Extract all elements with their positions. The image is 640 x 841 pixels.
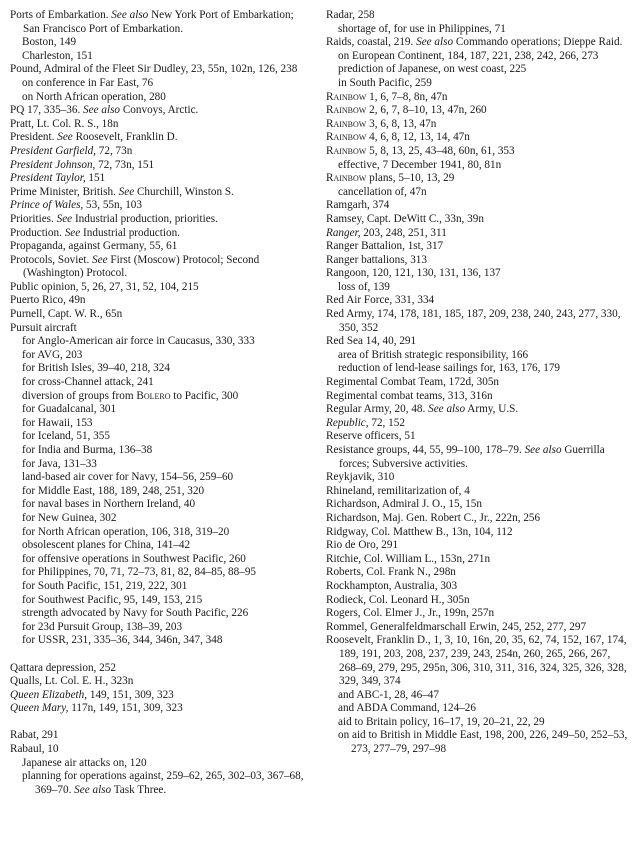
entry-text: Ranger,	[326, 226, 361, 239]
entry-text: Richardson, Admiral J. O., 15, 15n	[326, 498, 482, 511]
entry-text: See	[56, 212, 73, 225]
index-entry	[326, 390, 631, 404]
index-entry	[10, 743, 312, 757]
entry-text: Rainbow	[326, 144, 367, 157]
entry-text: for AVG, 203	[22, 348, 83, 361]
entry-text: Public opinion, 5, 26, 27, 31, 52, 104, 215	[10, 280, 199, 293]
index-subentry	[22, 607, 312, 621]
entry-text: Republic,	[326, 416, 369, 429]
entry-text: Protocols, Soviet.	[10, 253, 93, 266]
entry-text: cancellation of, 47n	[338, 185, 427, 198]
index-entry	[326, 227, 631, 241]
index-entry	[326, 36, 631, 50]
entry-text: for New Guinea, 302	[22, 511, 117, 524]
entry-text: Rabaul, 10	[10, 743, 59, 756]
index-entry	[326, 512, 631, 526]
entry-text: Red Army, 174, 178, 181, 185, 187, 209, 238, 240, 243, 277, 330, 350, 352	[326, 308, 621, 334]
index-entry	[326, 553, 631, 567]
entry-text: See also	[83, 104, 121, 117]
index-entry	[10, 199, 312, 213]
entry-text: effective, 7 December 1941, 80, 81n	[338, 158, 502, 171]
entry-text: Prime Minister, British.	[10, 185, 119, 198]
entry-text: Industrial production.	[80, 226, 180, 239]
entry-text: Rainbow	[326, 104, 367, 117]
index-subentry	[338, 50, 631, 64]
index-entry	[326, 539, 631, 553]
entry-text: for cross-Channel attack, 241	[22, 376, 154, 389]
entry-text: 2, 6, 7, 8–10, 13, 47n, 260	[366, 104, 487, 117]
index-entry	[10, 662, 312, 676]
index-subentry	[338, 349, 631, 363]
index-entry	[326, 267, 631, 281]
index-entry	[10, 729, 312, 743]
index-entry	[10, 322, 312, 336]
entry-text: 117n, 149, 151, 309, 323	[68, 702, 183, 715]
index-entry	[326, 131, 631, 145]
entry-text: for India and Burma, 136–38	[22, 444, 153, 456]
entry-text: Prince of Wales,	[10, 199, 84, 212]
entry-text: on European Continent, 184, 187, 221, 238, 242, 266, 273	[338, 49, 599, 62]
entry-text: for 23d Pursuit Group, 138–39, 203	[22, 620, 183, 633]
entry-text: plans, 5–10, 13, 29	[366, 172, 455, 185]
entry-text: Ranger battalions, 313	[326, 253, 427, 266]
entry-text: See also	[74, 783, 112, 796]
index-subentry	[22, 458, 312, 472]
index-subentry	[22, 634, 312, 648]
entry-text: Regimental combat teams, 313, 316n	[326, 389, 493, 402]
index-entry	[326, 580, 631, 594]
index-entry	[10, 227, 312, 241]
entry-text: President Johnson,	[10, 158, 96, 171]
entry-text: Pound, Admiral of the Fleet Sir Dudley, 23, 55n, 102n, 126, 238	[10, 63, 298, 76]
index-subentry	[22, 512, 312, 526]
entry-text: for Philippines, 70, 71, 72–73, 81, 82, 84–85, 88–95	[22, 566, 257, 579]
entry-text: See	[64, 226, 81, 239]
index-subentry	[22, 349, 312, 363]
index-entry	[326, 9, 631, 23]
entry-text: for Anglo-American air force in Caucasus, 330, 333	[22, 335, 255, 348]
entry-text: Pratt, Lt. Col. R. S., 18n	[10, 117, 119, 130]
entry-text: Industrial production, priorities.	[72, 212, 218, 225]
entry-text: Qattara depression, 252	[10, 661, 116, 674]
index-subentry	[22, 335, 312, 349]
index-entry	[326, 240, 631, 254]
entry-text: New York Port of Embarkation; San Francisco Port of Embarkation.	[23, 9, 294, 35]
entry-text: for Middle East, 188, 189, 248, 251, 320	[22, 484, 205, 497]
index-entry	[10, 63, 312, 77]
index-entry	[10, 281, 312, 295]
index-subentry	[22, 417, 312, 431]
entry-text: Pursuit aircraft	[10, 321, 77, 334]
index-subentry	[22, 566, 312, 580]
entry-text: See	[118, 185, 135, 198]
entry-text: and ABDA Command, 124–26	[338, 702, 476, 715]
entry-text: Rio de Oro, 291	[326, 539, 399, 552]
entry-text: aid to Britain policy, 16–17, 19, 20–21, 22, 29	[338, 715, 545, 728]
index-entry	[326, 145, 631, 159]
entry-text: Guerrilla forces; Subversive activities.	[339, 444, 605, 470]
entry-text: Resistance groups, 44, 55, 99–100, 178–79.	[326, 444, 525, 456]
index-subentry	[22, 91, 312, 105]
index-entry	[326, 308, 631, 335]
entry-text: Red Sea 14, 40, 291	[326, 335, 417, 348]
entry-text: 5, 8, 13, 25, 43–48, 60n, 61, 353	[366, 144, 515, 157]
index-entry	[326, 403, 631, 417]
index-entry	[326, 634, 631, 688]
entry-text: Purnell, Capt. W. R., 65n	[10, 308, 123, 321]
index-entry	[326, 91, 631, 105]
entry-text: Ramgarh, 374	[326, 199, 390, 212]
entry-text: planning for operations against, 259–62, 265, 302–03, 367–68, 369–70.	[22, 770, 304, 796]
index-subentry	[22, 621, 312, 635]
index-entry	[326, 471, 631, 485]
entry-text: on conference in Far East, 76	[22, 76, 154, 89]
entry-text: Churchill, Winston S.	[134, 185, 234, 198]
entry-text: reduction of lend-lease sailings for, 163, 176, 179	[338, 362, 561, 375]
entry-text: 72, 73n, 151	[95, 158, 155, 171]
entry-text: PQ 17, 335–36.	[10, 104, 84, 117]
entry-text: 72, 152	[368, 416, 405, 429]
entry-text: President.	[10, 131, 58, 144]
entry-text: Red Air Force, 331, 334	[326, 294, 435, 307]
entry-text: Rabat, 291	[10, 729, 59, 742]
entry-text: Priorities.	[10, 212, 57, 225]
index-entry	[10, 118, 312, 132]
entry-text: on aid to British in Middle East, 198, 200, 226, 249–50, 252–53, 273, 277–79, 297–98	[338, 729, 628, 756]
index-entry	[10, 186, 312, 200]
index-entry	[326, 417, 631, 431]
entry-text: Reserve officers, 51	[326, 430, 416, 443]
index-column-left	[10, 9, 312, 797]
index-entry	[326, 430, 631, 444]
index-subentry	[338, 186, 631, 200]
entry-text: for British Isles, 39–40, 218, 324	[22, 362, 170, 375]
entry-text: for Iceland, 51, 355	[22, 430, 110, 443]
index-subentry	[22, 390, 312, 404]
index-subentry	[22, 77, 312, 91]
entry-text: Japanese air attacks on, 120	[22, 756, 147, 769]
index-entry	[326, 485, 631, 499]
entry-text: See	[57, 131, 73, 144]
entry-text: Production.	[10, 226, 65, 239]
index-entry	[326, 566, 631, 580]
entry-text: See also	[416, 36, 454, 49]
index-subentry	[338, 159, 631, 173]
index-subentry	[338, 23, 631, 37]
entry-text: 4, 6, 8, 12, 13, 14, 47n	[366, 131, 470, 144]
entry-text: 151	[85, 172, 106, 185]
index-entry	[10, 702, 312, 716]
index-entry	[10, 254, 312, 281]
index-entry	[10, 689, 312, 703]
entry-text: 203, 248, 251, 311	[360, 226, 447, 239]
entry-text: in South Pacific, 259	[338, 76, 432, 89]
entry-text: President Taylor,	[10, 172, 86, 185]
entry-text: Rainbow	[326, 172, 367, 185]
entry-text: Ritchie, Col. William L., 153n, 271n	[326, 552, 491, 565]
entry-text: 3, 6, 8, 13, 47n	[366, 117, 437, 130]
entry-text: and ABC-1, 28, 46–47	[338, 688, 439, 701]
entry-text: Rogers, Col. Elmer J., Jr., 199n, 257n	[326, 607, 495, 620]
index-entry	[326, 526, 631, 540]
index-entry	[10, 145, 312, 159]
entry-text: Army, U.S.	[465, 403, 519, 416]
index-subentry	[22, 594, 312, 608]
entry-text: Rodieck, Col. Leonard H., 305n	[326, 593, 470, 606]
section-gap	[10, 648, 312, 662]
entry-text: Puerto Rico, 49n	[10, 294, 86, 307]
entry-text: Roberts, Col. Frank N., 298n	[326, 566, 456, 579]
entry-text: for Guadalcanal, 301	[22, 403, 117, 416]
index-entry	[10, 104, 312, 118]
index-subentry	[22, 770, 312, 797]
index-entry	[10, 675, 312, 689]
index-subentry	[338, 281, 631, 295]
entry-text: Rainbow	[326, 117, 367, 130]
entry-text: strength advocated by Navy for South Pacific, 226	[22, 607, 249, 620]
index-subentry	[22, 403, 312, 417]
entry-text: for North African operation, 106, 318, 319–20	[22, 525, 230, 538]
entry-text: shortage of, for use in Philippines, 71	[338, 22, 506, 35]
index-subentry	[22, 471, 312, 485]
entry-text: for Hawaii, 153	[22, 416, 93, 429]
entry-text: Radar, 258	[326, 9, 375, 21]
entry-text: Ridgway, Col. Matthew B., 13n, 104, 112	[326, 525, 513, 538]
index-entry	[10, 131, 312, 145]
entry-text: Ports of Embarkation.	[10, 9, 112, 21]
entry-text: Roosevelt, Franklin D.	[72, 131, 178, 144]
entry-text: Regular Army, 20, 48.	[326, 403, 429, 416]
index-entry	[10, 159, 312, 173]
index-entry	[326, 376, 631, 390]
entry-text: 1, 6, 7–8, 8n, 47n	[366, 90, 448, 103]
entry-text: for South Pacific, 151, 219, 222, 301	[22, 579, 188, 592]
entry-text: for USSR, 231, 335–36, 344, 346n, 347, 348	[22, 634, 223, 647]
index-entry	[326, 199, 631, 213]
index-entry	[326, 213, 631, 227]
index-subentry	[338, 63, 631, 77]
entry-text: Rainbow	[326, 90, 367, 103]
entry-text: Raids, coastal, 219.	[326, 36, 417, 49]
entry-text: Rangoon, 120, 121, 130, 131, 136, 137	[326, 267, 501, 280]
index-subentry	[22, 539, 312, 553]
entry-text: to Pacific, 300	[170, 389, 239, 402]
index-entry	[326, 498, 631, 512]
entry-text: Qualls, Lt. Col. E. H., 323n	[10, 675, 134, 688]
entry-text: Task Three.	[111, 783, 167, 796]
entry-text: Boston, 149	[22, 36, 77, 49]
entry-text: See	[92, 253, 108, 266]
index-entry	[326, 118, 631, 132]
entry-text: Commando operations; Dieppe Raid.	[453, 36, 623, 49]
index-entry	[326, 104, 631, 118]
entry-text: See also	[524, 444, 562, 456]
entry-text: land-based air cover for Navy, 154–56, 259–60	[22, 471, 234, 484]
entry-text: Ranger Battalion, 1st, 317	[326, 240, 444, 253]
entry-text: prediction of Japanese, on west coast, 225	[338, 63, 527, 76]
section-gap	[10, 716, 312, 730]
index-entry	[10, 9, 312, 36]
entry-text: loss of, 139	[338, 280, 390, 293]
index-entry	[10, 240, 312, 254]
index-subentry	[338, 77, 631, 91]
entry-text: Ramsey, Capt. DeWitt C., 33n, 39n	[326, 212, 484, 225]
index-subentry	[22, 444, 312, 458]
index-entry	[326, 594, 631, 608]
entry-text: for naval bases in Northern Ireland, 40	[22, 498, 196, 511]
entry-text: Queen Elizabeth,	[10, 688, 88, 701]
entry-text: diversion of groups from	[22, 389, 137, 402]
index-entry	[326, 607, 631, 621]
index-subentry	[22, 526, 312, 540]
entry-text: Rainbow	[326, 131, 367, 144]
entry-text: Charleston, 151	[22, 49, 93, 62]
entry-text: Roosevelt, Franklin D., 1, 3, 10, 16n, 20, 35, 62, 74, 152, 167, 174, 189, 191, 203, 208, 237, 239, 243, 254n, 260, 265, 266, 267, 268–69, 279, 295, 295n, 306, 310, 311, 316, 324, 325, 326, 328, 329, 349, 374	[326, 634, 627, 688]
index-subentry	[338, 362, 631, 376]
index-subentry	[22, 498, 312, 512]
index-subentry	[22, 553, 312, 567]
entry-text: Rommel, Generalfeldmarschall Erwin, 245, 252, 277, 297	[326, 620, 587, 633]
index-entry	[10, 172, 312, 186]
entry-text: Rhineland, remilitarization of, 4	[326, 484, 470, 497]
index-entry	[326, 172, 631, 186]
entry-text: Queen Mary,	[10, 702, 69, 715]
index-entry	[326, 294, 631, 308]
index-subentry	[22, 485, 312, 499]
index-subentry	[338, 716, 631, 730]
index-subentry	[22, 362, 312, 376]
index-entry	[326, 254, 631, 268]
entry-text: Bolero	[136, 389, 171, 402]
index-entry	[10, 213, 312, 227]
entry-text: for offensive operations in Southwest Pacific, 260	[22, 552, 246, 565]
index-column-right	[326, 9, 631, 757]
entry-text: Regimental Combat Team, 172d, 305n	[326, 376, 500, 389]
index-subentry	[338, 729, 631, 756]
entry-text: President Garfield,	[10, 144, 96, 157]
entry-text: Convoys, Arctic.	[120, 104, 199, 117]
entry-text: Richardson, Maj. Gen. Robert C., Jr., 222n, 256	[326, 511, 541, 524]
index-subentry	[22, 376, 312, 390]
entry-text: 149, 151, 309, 323	[87, 688, 174, 701]
index-subentry	[22, 430, 312, 444]
entry-text: Propaganda, against Germany, 55, 61	[10, 240, 178, 253]
index-entry	[326, 335, 631, 349]
index-subentry	[338, 689, 631, 703]
entry-text: 72, 73n	[95, 144, 133, 157]
entry-text: obsolescent planes for China, 141–42	[22, 539, 191, 552]
index-entry	[10, 308, 312, 322]
entry-text: 53, 55n, 103	[83, 199, 142, 212]
index-subentry	[22, 50, 312, 64]
index-entry	[326, 621, 631, 635]
entry-text: Reykjavik, 310	[326, 471, 395, 484]
index-subentry	[22, 580, 312, 594]
entry-text: See also	[428, 403, 466, 416]
entry-text: for Java, 131–33	[22, 457, 97, 470]
index-subentry	[22, 36, 312, 50]
entry-text: First (Moscow) Protocol; Second (Washington) Protocol.	[23, 253, 260, 280]
entry-text: See also	[111, 9, 149, 21]
entry-text: area of British strategic responsibility, 166	[338, 348, 529, 361]
entry-text: on North African operation, 280	[22, 90, 166, 103]
index-entry	[10, 294, 312, 308]
entry-text: for Southwest Pacific, 95, 149, 153, 215	[22, 593, 203, 606]
entry-text: Rockhampton, Australia, 303	[326, 579, 458, 592]
index-entry	[326, 444, 631, 471]
index-subentry	[338, 702, 631, 716]
index-subentry	[22, 757, 312, 771]
